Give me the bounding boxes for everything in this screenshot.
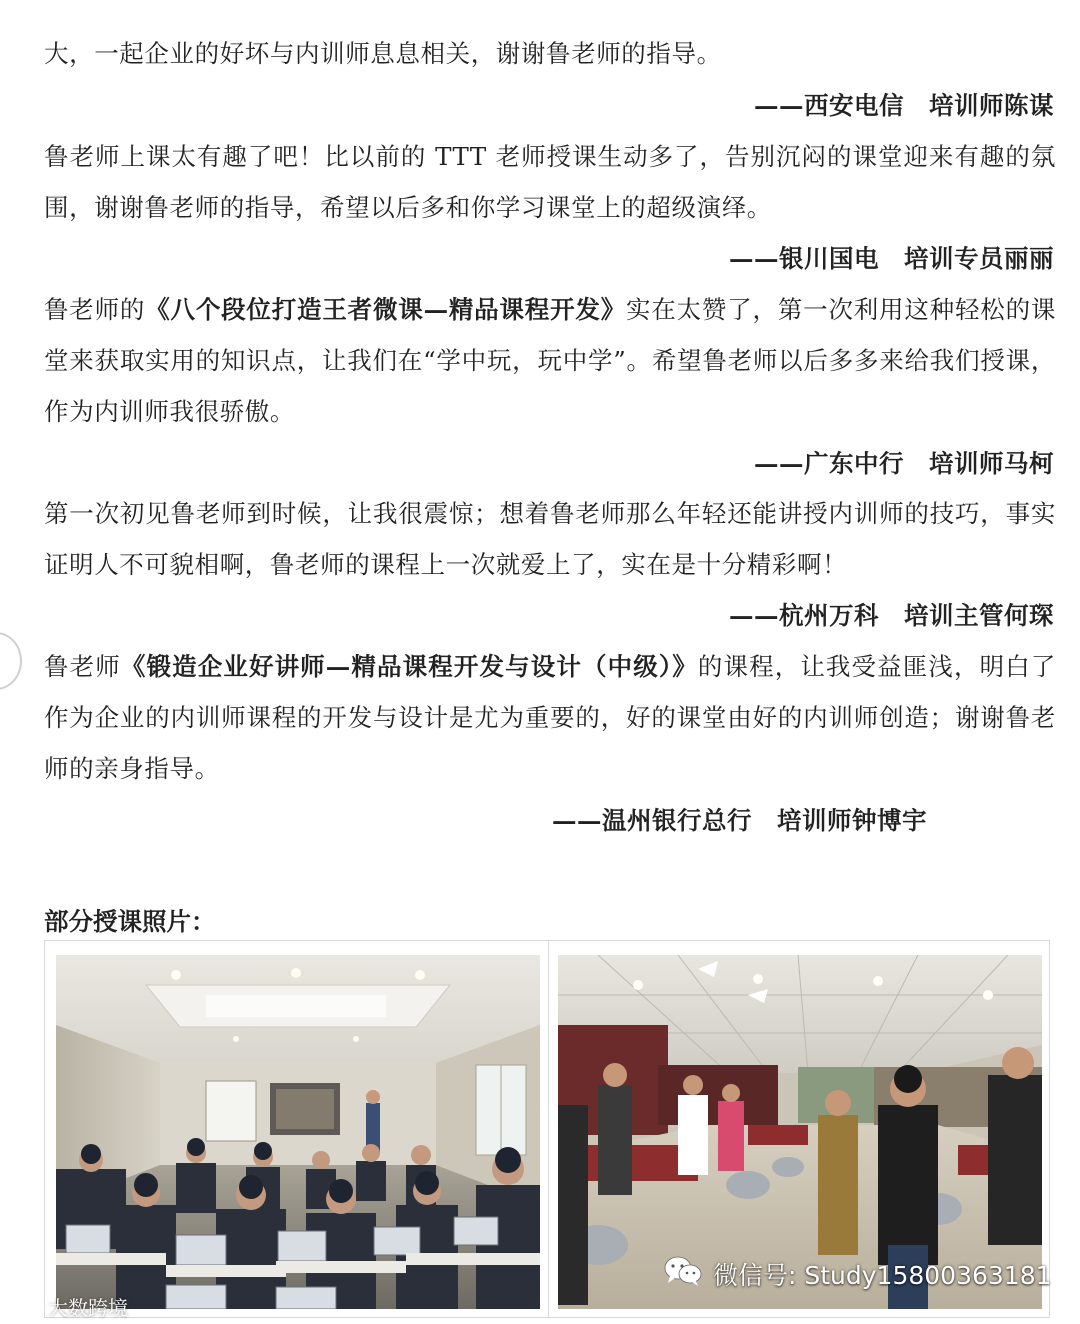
testimonial-signature: ——西安电信 培训师陈谋 — [754, 91, 1054, 120]
testimonial-run: 的课程，让我受益匪浅，明白了作为企业的内训师课程的开发与设计是尤为重要的，好的课堂由好的内训师创造；谢谢鲁老师的亲身指导。 — [44, 652, 1056, 783]
side-scroll-handle[interactable] — [0, 632, 22, 690]
testimonial-signature: ——杭州万科 培训主管何琛 — [729, 601, 1054, 630]
testimonial-text — [44, 284, 1056, 437]
weibo-watermark — [6, 1292, 128, 1321]
weibo-account-text: 大数跨境 — [48, 1296, 128, 1320]
testimonial-signature: ——广东中行 培训师马柯 — [754, 449, 1054, 478]
weibo-icon — [6, 1292, 42, 1321]
testimonial-signature: ——银川国电 培训专员丽丽 — [729, 244, 1054, 273]
course-title: 《锻造企业好讲师—精品课程开发与设计（中级）》 — [120, 652, 698, 681]
photo-divider — [548, 941, 549, 1317]
testimonial-run: 鲁老师 — [44, 652, 121, 681]
testimonial-text — [44, 641, 1056, 794]
testimonial-run: 第一次初见鲁老师到时候，让我很震惊；想着鲁老师那么年轻还能讲授内训师的技巧，事实证明人不可貌相啊，鲁老师的课程上一次就爱上了，实在是十分精彩啊！ — [44, 499, 1056, 579]
testimonial-text — [44, 488, 1056, 590]
testimonial-text — [44, 28, 1056, 79]
testimonial-run: 鲁老师上课太有趣了吧！比以前的 TTT 老师授课生动多了，告别沉闷的课堂迎来有趣的氛围，谢谢鲁老师的指导，希望以后多和你学习课堂上的超级演绎。 — [44, 142, 1056, 222]
course-title: 《八个段位打造王者微课—精品课程开发》 — [145, 295, 627, 324]
wechat-id-text: 微信号: Study15800363181 — [713, 1261, 1052, 1290]
wechat-watermark — [663, 1256, 1052, 1292]
testimonial-run: 大，一起企业的好坏与内训师息息相关，谢谢鲁老师的指导。 — [44, 39, 722, 68]
testimonial-text — [44, 131, 1056, 233]
classroom-photo-lecture — [56, 955, 540, 1309]
testimonial-signature: ——温州银行总行 培训师钟博宇 — [552, 806, 927, 835]
wechat-icon — [663, 1255, 703, 1293]
photos-section-title: 部分授课照片： — [44, 907, 216, 936]
testimonial-run: 鲁老师的 — [44, 295, 146, 324]
testimonial-run: 实在太赞了，第一次利用这种轻松的课堂来获取实用的知识点，让我们在“学中玩，玩中学”。希望鲁老师以后多多来给我们授课，作为内训师我很骄傲。 — [44, 295, 1056, 426]
